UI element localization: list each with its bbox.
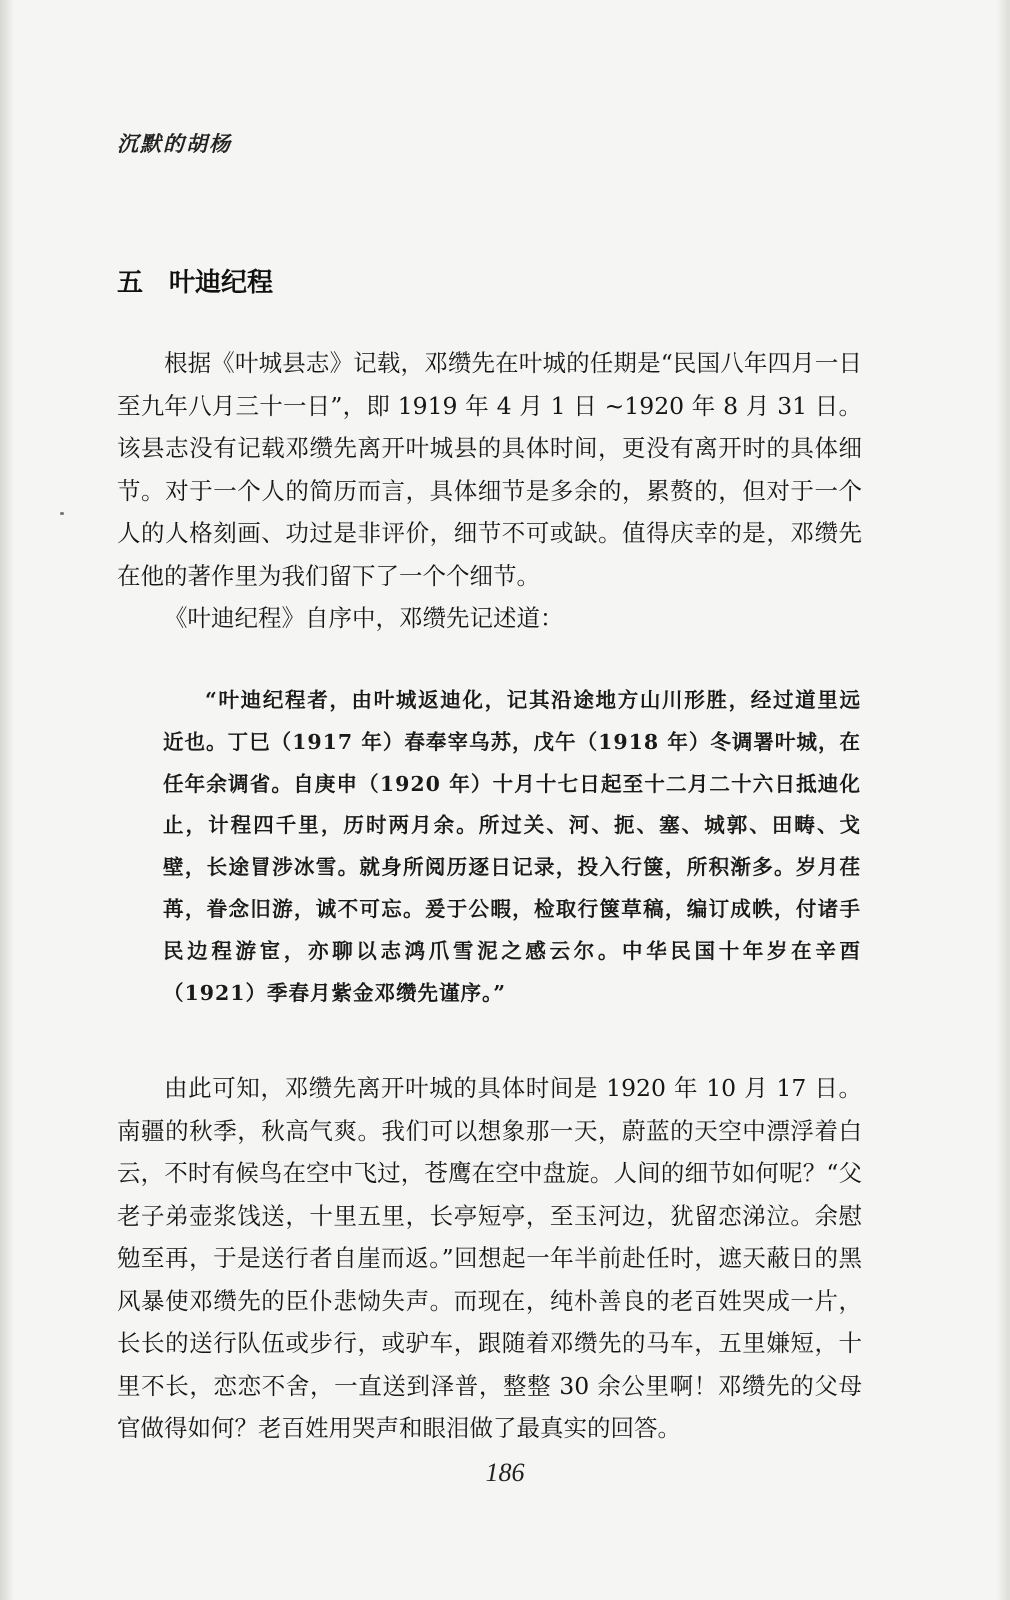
running-head: 沉默的胡杨	[117, 131, 232, 156]
section-number: 五	[117, 268, 144, 298]
page-number: 186	[485, 1458, 525, 1487]
scan-speck	[60, 512, 64, 515]
block-quote: “叶迪纪程者，由叶城返迪化，记其沿途地方山川形胜，经过道里远近也。丁巳（1917 年）春奉宰乌苏，戊午（1918 年）冬调署叶城，在任年余调省。自庚申（1920 年）十月十七日起至十二月二十六日抵迪化止，计程四千里，历时两月余。所过关、河、扼、塞、城郭、田畴、戈壁，长途冒涉冰雪。就身所阅历逐日记录，投入行箧，所积渐多。岁月荏苒，眷念旧游，诚不可忘。爰于公暇，检取行箧草稿，编订成帙，付诸手民边程游宦，亦聊以志鸿爪雪泥之感云尔。中华民国十年岁在辛酉（1921）季春月紫金邓缵先谨序。”	[163, 688, 861, 1005]
scan-edge-shadow-right	[996, 0, 1010, 1600]
section-heading	[117, 262, 273, 299]
scan-edge-shadow-left	[0, 0, 14, 1600]
body-paragraph: 根据《叶城县志》记载，邓缵先在叶城的任期是“民国八年四月一日至九年八月三十一日”，即 1919 年 4 月 1 日 ~1920 年 8 月 31 日。该县志没有记载邓缵先离开叶城县的具体时间，更没有离开时的具体细节。对于一个人的简历而言，具体细节是多余的，累赘的，但对于一个人的人格刻画、功过是非评价，细节不可或缺。值得庆幸的是，邓缵先在他的著作里为我们留下了一个个细节。	[117, 349, 862, 590]
body-paragraph: 《叶迪纪程》自序中，邓缵先记述道：	[164, 604, 564, 632]
section-title: 叶迪纪程	[169, 268, 274, 298]
body-paragraph: 由此可知，邓缵先离开叶城的具体时间是 1920 年 10 月 17 日。南疆的秋季，秋高气爽。我们可以想象那一天，蔚蓝的天空中漂浮着白云，不时有候鸟在空中飞过，苍鹰在空中盘旋。人间的细节如何呢？“父老子弟壶浆饯送，十里五里，长亭短亭，至玉河边，犹留恋涕泣。余慰勉至再，于是送行者自崖而返。”回想起一年半前赴任时，遮天蔽日的黑风暴使邓缵先的臣仆悲恸失声。而现在，纯朴善良的老百姓哭成一片，长长的送行队伍或步行，或驴车，跟随着邓缵先的马车，五里嫌短，十里不长，恋恋不舍，一直送到泽普，整整 30 余公里啊！邓缵先的父母官做得如何？老百姓用哭声和眼泪做了最真实的回答。	[117, 1074, 862, 1442]
